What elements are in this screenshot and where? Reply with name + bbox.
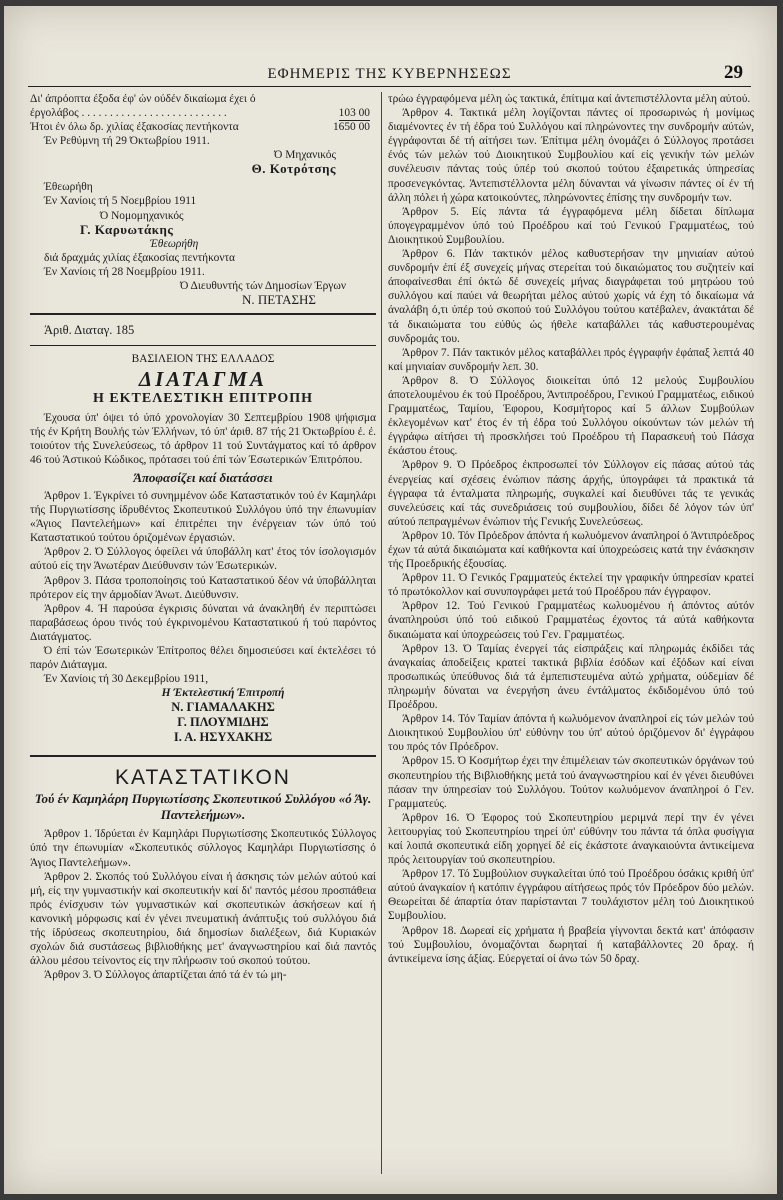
statute-article-15: Άρθρον 15. Ό Κοσμήτωρ έχει την έπιμέλειαν τών σκοπευτικών όργάνων τού σκοπευτηρίου τής Βιβλιοθήκης μετά τού άναγνωστηρίου καί έν γένει διευθύνει πάσαν την ύπηρεσίαν τού Συλλόγου. Τούτον κωλυόμενον άναπληροί ό Γεν. Γραμματεύς.	[388, 755, 754, 810]
expense-text: έργολάβος . . . . . . . . . . . . . . . . . . . . . . . . . .	[30, 107, 227, 120]
exec-committee-heading: Η ΕΚΤΕΛΕΣΤΙΚΗ ΕΠΙΤΡΟΠΗ	[92, 391, 314, 407]
statute-article-2: Άρθρον 2. Σκοπός τού Συλλόγου είναι ή άσκησις τών μελών αύτού καί μή, είς την γυμναστικήν καί σκοπευτικήν καί δι' παντός μέσου προσπάθεια πρός ένίσχυσιν τών γυμναστικών καί σκοπευτικών άσκήσεων καί ή κανονική μόρφωσις καί έν γένει πνευματική άνάπτυξις τού συλλόγου διά τής ίδρύσεως σκοπευτηρίου, διά δημοσίων διαλέξεων, διά Κυριακών σχολών διά συστάσεως βιβλιοθήκης μετ' άναγνωστηρίου καί διά παντός άλλου μέσου τείνοντος είς την πλήρωσιν τού σκοπού τούτου.	[30, 870, 376, 968]
expense-amount: 103 00	[339, 106, 370, 121]
statute-article-6: Άρθρον 6. Πάν τακτικόν μέλος καθυστερήσαν την μηνιαίαν αύτού συνδρομήν έπί έξ συνεχείς μήνας στερείται τού δικαιώματος του συζητείν καί άποφαίνεσθαι έπί όκτώ δέ συνεχείς μήνας διαγράφεται τού μητρώου τού συλλόγου καί παύει νά θεωρήται μέλος αύτού χωρίς νά έχη τό δικαίωμα νά άναλάβη ό,τι ύπέρ τού σκοπού τού Συλλόγου τούτου κατέβαλεν, άνακτάται δέ τά δικαιώματα του εύθύς ώς ήθελε καταβάλλει τάς καθυστερουμένας συνδρομάς του.	[388, 248, 754, 345]
engineer-name: Θ. Κοτρότσης	[251, 161, 336, 177]
statute-article-1: Άρθρον 1. Ίδρύεται έν Καμηλάρι Πυργιωτίσσης Σκοπευτικός Σύλλογος ύπό την έπωνυμίαν «Σκοπευτικός σύλλογος Καμηλάρι Πυργιωτίσσης ό Άγιος Παντελεήμων».	[30, 828, 376, 869]
approved-label-2: Έθεωρήθη	[150, 237, 199, 250]
expense-row-contractor	[30, 106, 376, 120]
decree-article-3: Άρθρον 3. Πάσα τροποποίησις τού Καταστατικού δέον νά ύποβάλληται πρότερον είς την άρμοδίαν Άνωτ. Διεύθυνσιν.	[30, 574, 376, 601]
page-header	[28, 64, 751, 87]
approved-date-2: Έν Χανίοις τή 28 Νοεμβρίου 1911.	[44, 265, 205, 278]
left-column	[30, 92, 376, 1174]
committee-signature: Η Έκτελεστική Έπιτροπή	[161, 687, 285, 700]
statute-article-12: Άρθρον 12. Τού Γενικού Γραμματέως κωλυομένου ή άπόντος αύτόν άναπληρούσι ύπό τού ειδικού Γραμματέως έχοντος τά αύτά καθήκοντα δικαιώματα καί ύποχρεώσεις τού Γεν. Γραμματέως.	[388, 600, 754, 641]
approved-sum: διά δραχμάς χιλίας έξακοσίας πεντήκοντα	[44, 251, 236, 264]
expense-total-amount: 1650 00	[332, 121, 370, 134]
decree-heading: ΔΙΑΤΑΓΜΑ	[138, 367, 268, 392]
expense-line: Δι' άπρόοπτα έξοδα έφ' ών ούδέν δικαίωμα έχει ό	[30, 93, 256, 105]
statute-article-8: Άρθρον 8. Ό Σύλλογος διοικείται ύπό 12 μελούς Συμβουλίου άποτελουμένου έκ τού Προέδρου, Άντιπροέδρου, Γενικού Γραμματέως, ειδικού Γραμματέως, Ταμίου, Έφορου, Κοσμήτορος καί 5 άλλων Συμβούλων έκλεγομένων κατ' έτος έν τή έδρα τού Συλλόγου οίκούντων τών μελών τή έγγράφω αίτήσει τή προσκλήσει τού Προέδρου τή Παρασκευή τού Πάσχα έκάστου έτους.	[388, 374, 754, 458]
signatory-1: Ν. ΓΙΑΜΑΛΑΚΗΣ	[171, 700, 275, 715]
statute-article-7: Άρθρον 7. Πάν τακτικόν μέλος καταβάλλει πρός έγγραφήν έφάπαξ λεπτά 40 καί μηνιαίαν συνδρομήν λεπ. 30.	[388, 346, 754, 373]
statute-article-4: Άρθρον 4. Τακτικά μέλη λογίζονται πάντες οί προσωρινώς ή μονίμως διαμένοντες έν τή έδρα τού Συλλόγου καί πληρώνοντες την συνδρομήν αύτών, έγγράφονται δέ τή αίτήσει των. Έπίτιμα μέλη όνομάζει ό Σύλλογος προτάσει ένός τών μελών τού Διοικητικού Συμβουλίου καί είς γενικήν τών μελών συνέλευσιν πάντας τούς ύπέρ τού σκοπού τούτου έξαιρετικάς ύπηρεσίας προσενεγκόντας. Άντεπιστέλλοντα μέλη δύνανται νά γίνωσιν πάντες οί έν τή άλλη πόλει ή χώρα κατοικούντες, πληρώνοντες έπίσης την συνδρομήν των.	[388, 107, 754, 204]
kingdom-heading: ΒΑΣΙΛΕΙΟΝ ΤΗΣ ΕΛΛΑΔΟΣ	[131, 353, 275, 366]
decree-article-2: Άρθρον 2. Ό Σύλλογος όφείλει νά ύποβάλλη κατ' έτος τόν ίσολογισμόν αύτού είς την Άνωτέραν Διεύθυνσιν τών Έσωτερικών.	[30, 546, 376, 573]
statute-heading: ΚΑΤΑΣΤΑΤΙΚΟΝ	[115, 766, 291, 790]
approved-date: Έν Χανίοις τή 5 Νοεμβρίου 1911	[44, 195, 197, 208]
statute-article-11: Άρθρον 11. Ό Γενικός Γραμματεύς έκτελεί την γραφικήν ύπηρεσίαν κρατεί τό πρωτόκολλον καί συνυπογράφει μετά τού Προέδρου πάν έγγραφον.	[388, 572, 754, 599]
director-name: Ν. ΠΕΤΑΣΗΣ	[241, 292, 316, 308]
decree-number: Άριθ. Διαταγ. 185	[44, 323, 135, 338]
expense-row-total	[30, 120, 376, 134]
newspaper-page	[4, 6, 777, 1194]
decree-article-4: Άρθρον 4. Ή παρούσα έγκρισις δύναται νά άνακληθή έν περιπτώσει παραβάσεως όρου τινός τού έγκρινομένου Καταστατικού ή τού παρόντος Διατάγματος.	[30, 602, 376, 643]
right-column	[388, 92, 754, 1174]
approved-label: Έθεωρήθη	[44, 181, 93, 194]
statute-article-17: Άρθρον 17. Τό Συμβούλιον συγκαλείται ύπό τού Προέδρου όσάκις κριθή ύπ' αύτού άναγκαίον ή κατόπιν έγγράφου αίτήσεως πρός τόν Πρόεδρον δύο μελών. Θεωρείται δέ άπαρτία όταν παρίστανται 7 τουλάχιστον μέλη τού Διοικητικού Συμβουλίου.	[388, 868, 754, 923]
director-title: Ό Διευθυντής τών Δημοσίων Έργων	[180, 280, 346, 293]
date-rethymno: Έν Ρεθύμνη τή 29 Όκτωβρίου 1911.	[44, 135, 210, 148]
statute-article-16: Άρθρον 16. Ό Έφορος τού Σκοπευτηρίου μεριμνά περί την έν γένει λειτουργίας τού Σκοπευτηρίου τηρεί ύπ' εύθύνην του πάντα τά όπλα φυσίγγια καί λοιπά σκοπευτικά είδη χορηγεί δέ είς έκάστοτε άναγκαιούντα άντικείμενα πρός λειτουργίαν τού σκοπευτηρίου.	[388, 811, 754, 867]
decree-date: Έν Χανίοις τή 30 Δεκεμβρίου 1911,	[44, 673, 209, 686]
statute-article-9: Άρθρον 9. Ό Πρόεδρος έκπροσωπεί τόν Σύλλογον είς πάσας αύτού τάς ένεργείας καί σχέσεις ένώπιον πάσης άρχής, ύπογράφει τά πρακτικά τά έγγραφα τά ένταλματα πληρωμής, συγκαλεί καί διευθύνει τάς τε γενικάς συνελεύσεις καί τάς συνεδριάσεις τού συμβουλίου, δίδει δέ λόγον τών ύπ' αύτού πεπραγμένων ένώπιον τής Γενικής Συνελεύσεως.	[388, 459, 754, 528]
column-divider	[381, 92, 382, 1174]
engineer-title: Ό Μηχανικός	[274, 149, 336, 162]
gazette-title: ΕΦΗΜΕΡΙΣ ΤΗΣ ΚΥΒΕΡΝΗΣΕΩΣ	[267, 66, 512, 82]
nomarch-engineer: Ό Νομομηχανικός	[100, 209, 184, 222]
statute-article-10: Άρθρον 10. Τόν Πρόεδρον άπόντα ή κωλυόμενον άναπληροί ό Άντιπρόεδρος έχων τά αύτά δικαιώματα καί καθήκοντα καί ύποχρεώσεις κατά την ένάσκησιν τής Προεδρικής έξουσίας.	[388, 529, 754, 571]
decree-article-1: Άρθρον 1. Έγκρίνει τό συνημμένον ώδε Καταστατικόν τού έν Καμηλάρι τής Πυργιωτίσσης ίδρυθέντος Σκοπευτικού Συλλόγου ύπό την έπωνυμίαν «Άγιος Παντελεήμων» καί έπιτρέπει την ένέργειαν τών ύπό τού Καταστατικού τούτου όριζομένων έργασιών.	[30, 489, 376, 545]
statute-continuation: τρώω έγγραφόμενα μέλη ώς τακτικά, έπίτιμα καί άντεπιστέλλοντα μέλη αύτού.	[388, 93, 751, 105]
statute-article-14: Άρθρον 14. Τόν Ταμίαν άπόντα ή κωλυόμενον άναπληροί είς τών μελών τού Διοικητικού Συμβουλίου ύπ' εύθύνην του ύπ' αύτού όριζόμενον δι' έγγράφου του πρός τόν Πρόεδρον.	[388, 713, 754, 754]
statute-article-5: Άρθρον 5. Είς πάντα τά έγγραφόμενα μέλη δίδεται δίπλωμα ύπογεγραμμένον ύπό τού Προέδρου καί τού Γενικού Γραμματέως, τού Διοικητικού Συμβουλίου.	[388, 205, 754, 246]
nomarch-name: Γ. Καρυωτάκης	[80, 221, 174, 237]
preamble: Έχουσα ύπ' όψει τό ύπό χρονολογίαν 30 Σεπτεμβρίου 1908 ψήφισμα τής έν Κρήτη Βουλής τών Έλλήνων, τό ύπ' άριθ. 87 τής 21 Όκτωβρίου έ. έ. τοιούτον τής Συνελεύσεως, τό άρθρον 11 τού Συντάγματος καί τό άρθρον 46 τού Άστικού Κώδικος, πρότασει τού έπί τών Έσωτερικών Έπιτρόπου.	[30, 411, 376, 466]
signatories	[30, 700, 376, 745]
signatory-2: Γ. ΠΛΟΥΜΙΔΗΣ	[177, 715, 269, 730]
statute-article-13: Άρθρον 13. Ό Ταμίας ένεργεί τάς είσπράξεις καί πληρωμάς έκδίδει τάς άναγκαίας άποδείξεις κρατεί τακτικά βιβλία έσόδων καί έξόδων καί είναι προσωπικώς ύπεύθυνος διά τά έμπεπιστευμένα αύτώ χρήματα, ούδεμίαν δέ πληρωμήν δύναται να ένεργήση άνευ έντάλματος έκδιδομένου ύπό τού Προέδρου.	[388, 642, 754, 712]
statute-subheading: Τού έν Καμηλάρη Πυργιωτίσσης Σκοπευτικού Συλλόγου «ό Άγ. Παντελεήμων».	[34, 791, 372, 823]
expense-total-text: Ήτοι έν όλω δρ. χιλίας έξακοσίας πεντήκοντα	[30, 121, 239, 134]
signatory-3: Ι. Α. ΗΣΥΧΑΚΗΣ	[173, 730, 273, 745]
page-number: 29	[724, 62, 743, 83]
statute-article-18: Άρθρον 18. Δωρεαί είς χρήματα ή βραβεία γίγνονται δεκτά κατ' άπόφασιν τού Συμβουλίου, όνομαζόνται δωρηταί ή καταβάλλοντες 20 δραχ. ή άντικείμενα ίσης άξίας. Εύεργεταί οί άνω τών 50 δραχ.	[388, 924, 754, 965]
decree-article-5: Ό έπί τών Έσωτερικών Έπίτροπος θέλει δημοσιεύσει καί έκτελέσει τό παρόν Διάταγμα.	[30, 645, 376, 672]
decides-heading: Άποφασίζει καί διατάσσει	[133, 469, 273, 485]
statute-article-3: Άρθρον 3. Ό Σύλλογος άπαρτίζεται άπό τά έν τώ μη-	[44, 969, 287, 982]
